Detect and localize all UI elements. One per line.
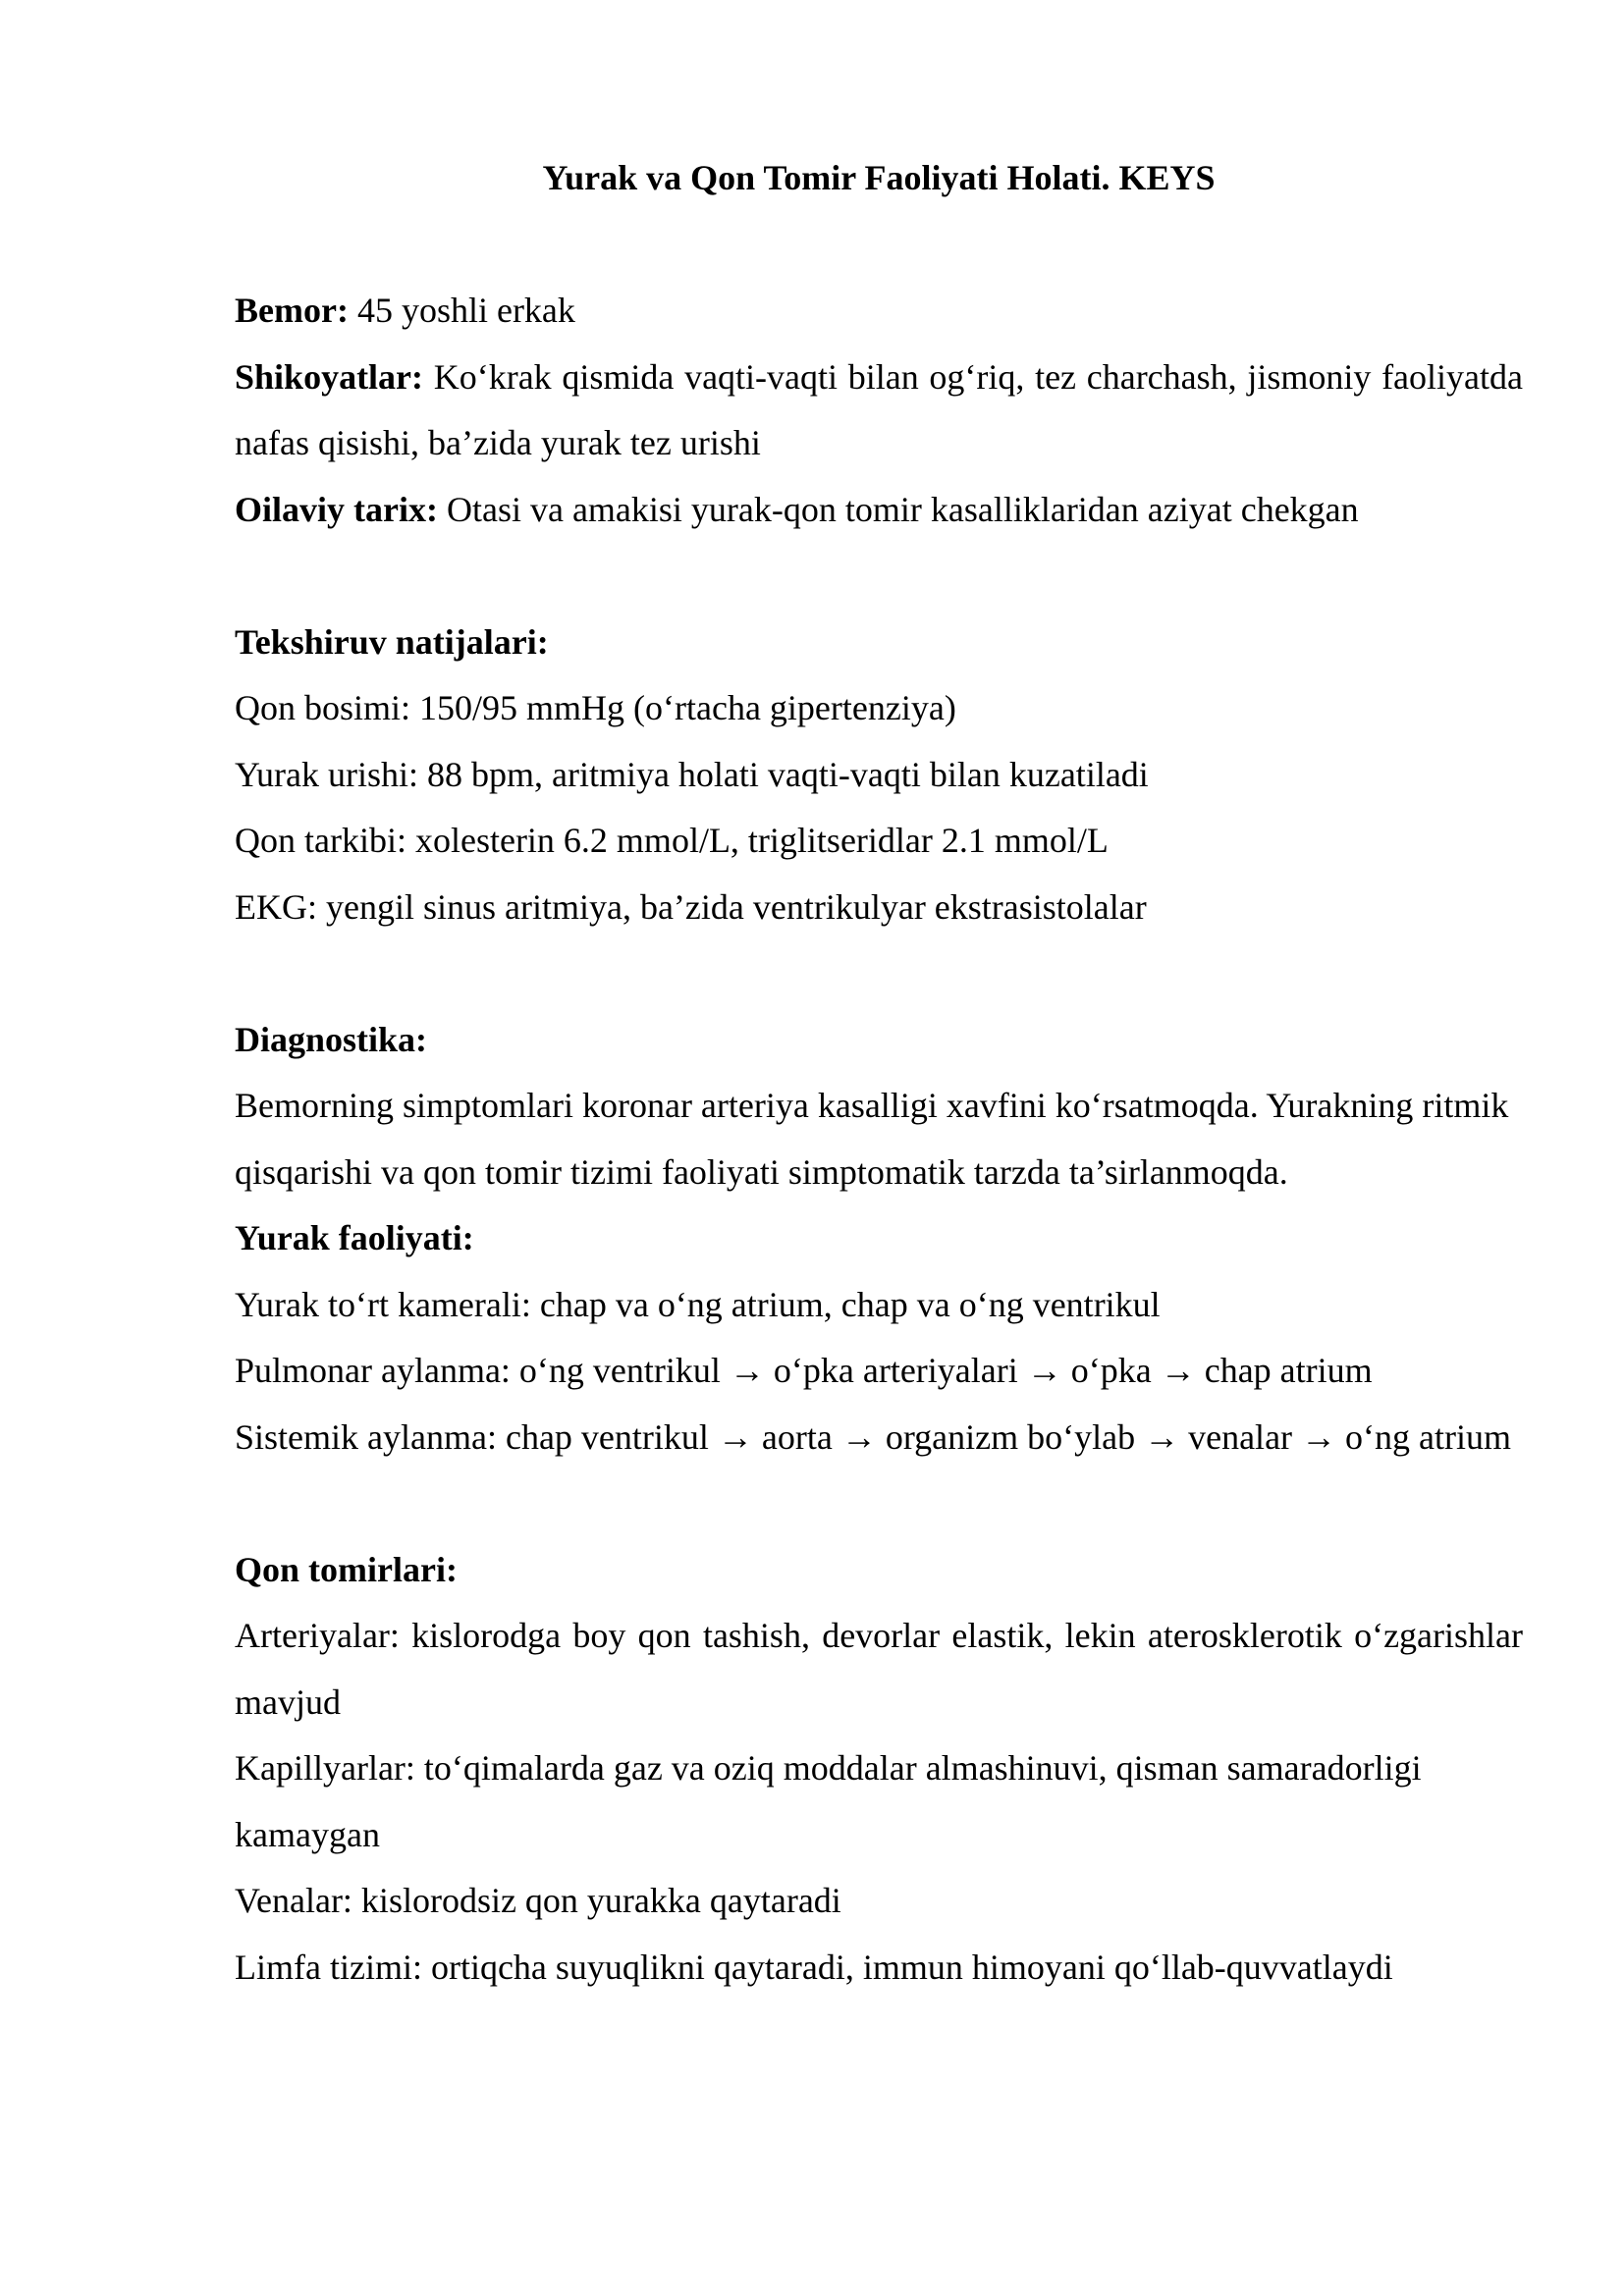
complaints-value: Ko‘krak qismida vaqti-vaqti bilan og‘riq, tez charchash, jismoniy faoliyatda nafas qisishi, ba’zida yurak tez urishi [235,356,1523,462]
heart-function-line-systemic: Sistemik aylanma: chap ventrikul → aorta → organizm bo‘ylab → venalar → o‘ng atrium [235,1416,1511,1457]
exam-line-ecg: EKG: yengil sinus aritmiya, ba’zida ventrikulyar ekstrasistolalar [235,886,1147,927]
vessels-line-capillaries: Kapillyarlar: to‘qimalarda gaz va oziq moddalar almashinuvi, qisman samaradorligi kamaygan [235,1748,1422,1854]
spacer [235,940,1523,1007]
family-history-line [235,477,1523,544]
heart-function-line-chambers: Yurak to‘rt kamerali: chap va o‘ng atrium, chap va o‘ng ventrikul [235,1284,1161,1324]
diagnostics-text: Bemorning simptomlari koronar arteriya kasalligi xavfini ko‘rsatmoqda. Yurakning ritmik qisqarishi va qon tomir tizimi faoliyati simptomatik tarzda ta’sirlanmoqda. [235,1086,1509,1192]
heart-function-line-pulmonary: Pulmonar aylanma: o‘ng ventrikul → o‘pka arteriyalari → o‘pka → chap atrium [235,1351,1373,1390]
exam-line-blood-composition: Qon tarkibi: xolesterin 6.2 mmol/L, triglitseridlar 2.1 mmol/L [235,821,1109,860]
family-history-label: Oilaviy tarix: [235,489,438,529]
spacer [235,1470,1523,1537]
vessels-heading: Qon tomirlari: [235,1549,458,1589]
diagnostics-heading: Diagnostika: [235,1019,428,1059]
patient-line [235,278,1523,345]
exam-line-blood-pressure: Qon bosimi: 150/95 mmHg (o‘rtacha gipertenziya) [235,688,956,727]
complaints-label: Shikoyatlar: [235,356,424,397]
vessels-line-lymph: Limfa tizimi: ortiqcha suyuqlikni qaytaradi, immun himoyani qo‘llab-quvvatlaydi [235,1947,1393,1987]
document-content [235,145,1523,2001]
exam-heading: Tekshiruv natijalari: [235,621,549,662]
heart-function-heading: Yurak faoliyati: [235,1218,474,1257]
patient-label: Bemor: [235,291,349,330]
patient-value: 45 yoshli erkak [348,291,575,330]
document-title: Yurak va Qon Tomir Faoliyati Holati. KEYS [542,158,1216,197]
spacer [235,212,1523,279]
spacer [235,543,1523,610]
complaints-paragraph [235,345,1523,477]
vessels-line-arteries: Arteriyalar: kislorodga boy qon tashish, devorlar elastik, lekin aterosklerotik o‘zgarishlar mavjud [235,1616,1523,1722]
exam-line-heart-rate: Yurak urishi: 88 bpm, aritmiya holati vaqti-vaqti bilan kuzatiladi [235,754,1149,794]
vessels-line-veins: Venalar: kislorodsiz qon yurakka qaytaradi [235,1881,841,1920]
family-history-value: Otasi va amakisi yurak-qon tomir kasalliklaridan aziyat chekgan [437,489,1359,529]
